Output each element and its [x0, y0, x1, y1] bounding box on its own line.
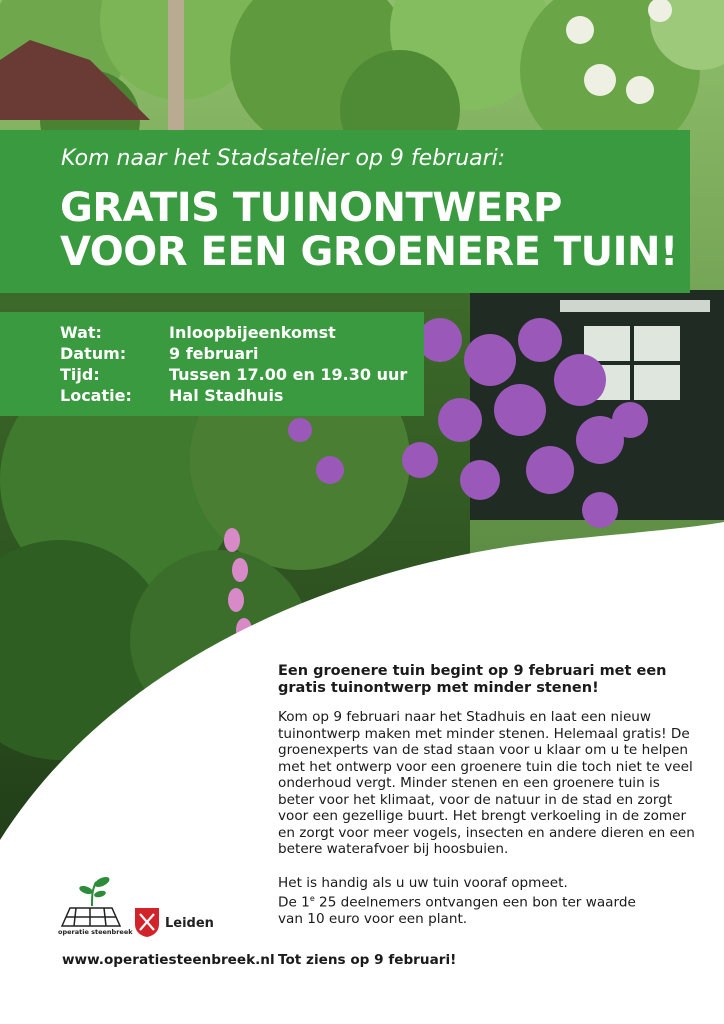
sprout-tiles-icon — [58, 876, 122, 928]
banner-title — [60, 186, 678, 274]
banner-subtitle: Kom naar het Stadsatelier op 9 februari: — [61, 146, 506, 171]
info-value: Tussen 17.00 en 19.30 uur — [169, 365, 408, 384]
info-label: Wat: — [60, 323, 102, 342]
measure-note: Het is handig als u uw tuin vooraf opmeet. — [278, 874, 568, 891]
main-paragraph: Kom op 9 februari naar het Stadhuis en laat een nieuw tuinontwerp maken met minder stenen. Helemaal gratis! De groenexperts van de stad staan voor u klaar om u te helpen met het ontwerp voor een groenere tuin die toch niet te veel onderhoud vergt. Minder stenen en een groenere tuin is beter voor het klimaat, voor de natuur in de stad en zorgt voor een gezellige buurt. Het brengt verkoeling in de zomer en zorgt voor meer vogels, insecten en andere dieren en een betere waterafvoer bij hoosbuien. — [278, 709, 695, 857]
info-value: 9 februari — [169, 344, 259, 363]
event-info-box — [0, 312, 424, 416]
banner-title-line1: GRATIS TUINONTWERP — [60, 185, 562, 231]
info-value: Hal Stadhuis — [169, 386, 284, 405]
logo-caption: operatie steenbreek — [58, 928, 133, 936]
title-banner — [0, 130, 690, 293]
info-label: Tijd: — [60, 365, 100, 384]
website-url: www.operatiesteenbreek.nl — [62, 952, 275, 968]
leiden-logo — [133, 906, 223, 938]
voucher-note-end: van 10 euro voor een plant. — [278, 911, 468, 928]
lead-paragraph: Een groenere tuin begint op 9 februari met een gratis tuinontwerp met minder stenen! — [278, 663, 667, 696]
voucher-note: De 1e 25 deelnemers ontvangen een bon ter waarde — [278, 894, 636, 911]
body-text — [278, 663, 698, 928]
leiden-keys-icon — [133, 906, 161, 938]
info-label: Datum: — [60, 344, 127, 363]
closing-line: Tot ziens op 9 februari! — [278, 952, 457, 968]
banner-title-line2: VOOR EEN GROENERE TUIN! — [60, 229, 678, 275]
info-value: Inloopbijeenkomst — [169, 323, 336, 342]
operatie-steenbreek-logo — [58, 876, 133, 936]
leiden-name: Leiden — [165, 916, 214, 931]
info-label: Locatie: — [60, 386, 132, 405]
